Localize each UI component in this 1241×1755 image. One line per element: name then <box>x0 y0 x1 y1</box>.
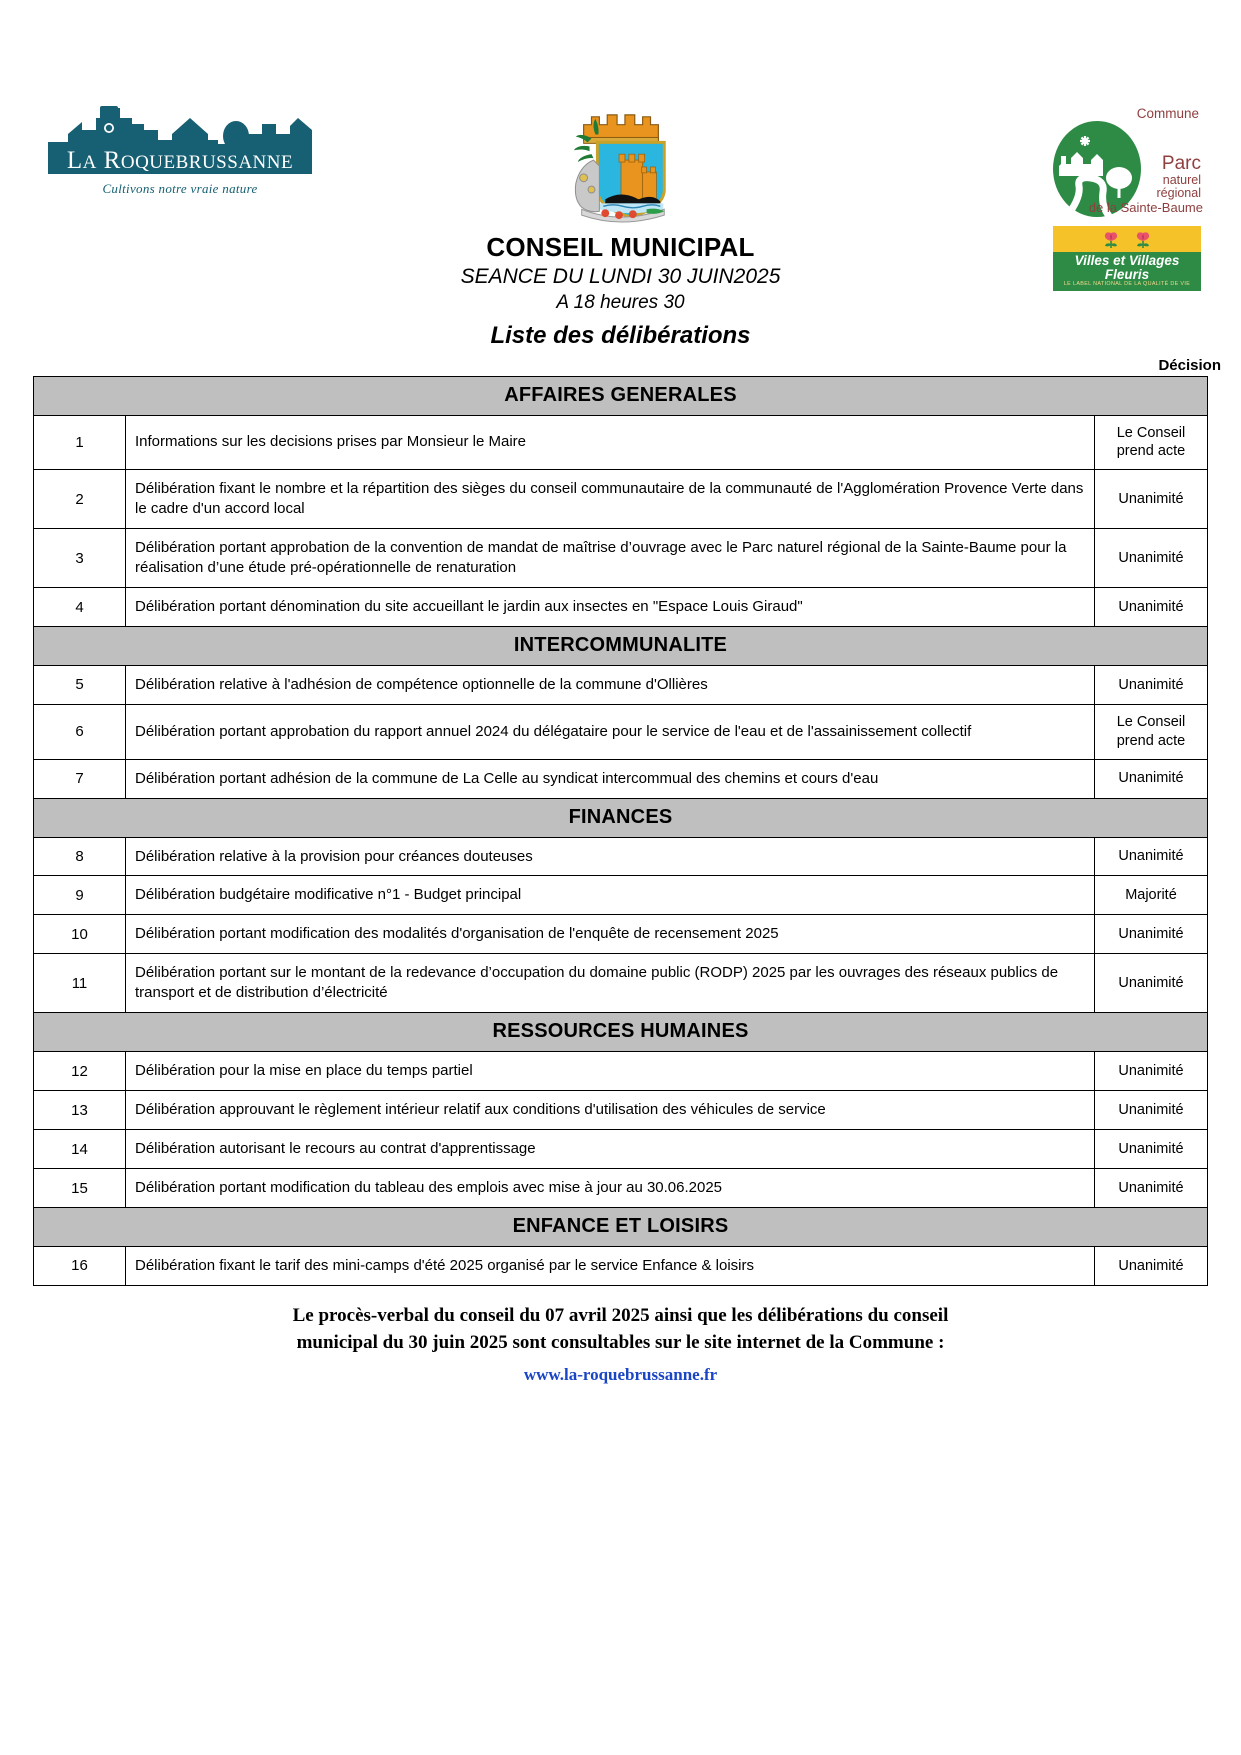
footer-line-1: Le procès-verbal du conseil du 07 avril 2025 ainsi que les délibérations du conseil <box>292 1304 949 1326</box>
deliberations-table <box>33 376 1208 1286</box>
deliberation-number: 8 <box>34 837 126 876</box>
list-subtitle: Liste des délibérations <box>490 321 751 349</box>
table-row <box>34 1052 1208 1091</box>
deliberation-object: Délibération autorisant le recours au contrat d'apprentissage <box>126 1130 1095 1169</box>
deliberation-decision: Unanimité <box>1094 1130 1207 1169</box>
pnr-naturel-label: naturel <box>1162 173 1201 187</box>
deliberation-object: Délibération pour la mise en place du temps partiel <box>126 1052 1095 1091</box>
deliberation-decision: Majorité <box>1094 876 1207 915</box>
table-row <box>34 1169 1208 1208</box>
deliberation-number: 13 <box>34 1091 126 1130</box>
decision-column-header: Décision <box>1158 356 1221 374</box>
deliberation-decision: Unanimité <box>1094 915 1207 954</box>
deliberation-object: Délibération portant modification des modalités d'organisation de l'enquête de recensement 2025 <box>126 915 1095 954</box>
table-section-row <box>34 1013 1208 1052</box>
pnr-regional-label: régional <box>1156 186 1201 200</box>
table-row <box>34 1130 1208 1169</box>
deliberation-object: Délibération portant modification du tableau des emplois avec mise à jour au 30.06.2025 <box>126 1169 1095 1208</box>
section-title: AFFAIRES GENERALES <box>34 376 1208 415</box>
table-row <box>34 1091 1208 1130</box>
deliberation-number: 10 <box>34 915 126 954</box>
table-row <box>34 704 1208 759</box>
deliberations-table-wrapper <box>0 376 1241 1286</box>
deliberation-object: Délibération portant dénomination du site accueillant le jardin aux insectes en "Espace Louis Giraud" <box>126 588 1095 627</box>
section-title: RESSOURCES HUMAINES <box>34 1013 1208 1052</box>
table-row <box>34 529 1208 588</box>
deliberation-object: Délibération approuvant le règlement intérieur relatif aux conditions d'utilisation des véhicules de service <box>126 1091 1095 1130</box>
table-row <box>34 759 1208 798</box>
logo-tagline: Cultivons notre vraie nature <box>102 181 258 196</box>
section-title: FINANCES <box>34 798 1208 837</box>
deliberation-decision: Unanimité <box>1094 665 1207 704</box>
deliberation-object: Délibération portant sur le montant de la redevance d’occupation du domaine public (RODP) 2025 par les ouvrages des réseaux publics de transport et de distribution d’électricité <box>126 954 1095 1013</box>
deliberation-number: 2 <box>34 470 126 529</box>
fleuris-title: Villes et Villages Fleuris <box>1074 253 1180 283</box>
deliberation-decision: Unanimité <box>1094 837 1207 876</box>
deliberation-object: Délibération budgétaire modificative n°1 - Budget principal <box>126 876 1095 915</box>
page-title: CONSEIL MUNICIPAL <box>486 232 755 262</box>
fleuris-subtitle: LE LABEL NATIONAL DE LA QUALITÉ DE VIE <box>1063 281 1191 288</box>
deliberation-number: 7 <box>34 759 126 798</box>
table-row <box>34 876 1208 915</box>
deliberation-object: Délibération relative à l'adhésion de compétence optionnelle de la commune d'Ollières <box>126 665 1095 704</box>
deliberation-object: Informations sur les decisions prises par Monsieur le Maire <box>126 415 1095 470</box>
pnr-commune-label: Commune <box>1136 106 1199 121</box>
pnr-parc-label: Parc <box>1161 153 1201 174</box>
table-row <box>34 837 1208 876</box>
table-row <box>34 415 1208 470</box>
deliberation-decision: Le Conseil prend acte <box>1094 704 1207 759</box>
table-section-row <box>34 626 1208 665</box>
deliberation-decision: Unanimité <box>1094 588 1207 627</box>
flower-icon <box>1101 229 1121 249</box>
deliberation-decision: Unanimité <box>1094 1052 1207 1091</box>
deliberation-number: 1 <box>34 415 126 470</box>
deliberation-object: Délibération fixant le tarif des mini-camps d'été 2025 organisé par le service Enfance & loisirs <box>126 1246 1095 1285</box>
deliberation-object: Délibération relative à la provision pour créances douteuses <box>126 837 1095 876</box>
partner-logos <box>1033 104 1203 291</box>
village-skyline-icon <box>40 100 320 180</box>
deliberation-number: 9 <box>34 876 126 915</box>
deliberation-number: 3 <box>34 529 126 588</box>
fleuris-flower-band <box>1053 226 1201 252</box>
session-time: A 18 heures 30 <box>556 291 685 313</box>
deliberation-decision: Unanimité <box>1094 1169 1207 1208</box>
deliberation-number: 4 <box>34 588 126 627</box>
table-row <box>34 915 1208 954</box>
document-footer <box>0 1303 1241 1385</box>
footer-line-2: municipal du 30 juin 2025 sont consultables sur le site internet de la Commune : <box>296 1331 945 1353</box>
la-roquebrussanne-logo <box>40 100 320 197</box>
table-row <box>34 665 1208 704</box>
deliberation-number: 11 <box>34 954 126 1013</box>
deliberation-decision: Unanimité <box>1094 529 1207 588</box>
deliberation-object: Délibération fixant le nombre et la répartition des sièges du conseil communautaire de la communauté de l'Agglomération Provence Verte dans le cadre d'un accord local <box>126 470 1095 529</box>
table-section-row <box>34 376 1208 415</box>
deliberation-number: 12 <box>34 1052 126 1091</box>
deliberation-number: 15 <box>34 1169 126 1208</box>
table-row <box>34 470 1208 529</box>
section-title: INTERCOMMUNALITE <box>34 626 1208 665</box>
table-row <box>34 588 1208 627</box>
deliberation-decision: Unanimité <box>1094 1091 1207 1130</box>
deliberation-decision: Unanimité <box>1094 470 1207 529</box>
deliberation-decision: Unanimité <box>1094 1246 1207 1285</box>
deliberation-number: 6 <box>34 704 126 759</box>
pnr-sainte-baume-label: de la Sainte-Baume <box>1088 200 1203 215</box>
fleuris-title-band <box>1053 252 1201 291</box>
deliberation-decision: Unanimité <box>1094 759 1207 798</box>
table-section-row <box>34 1207 1208 1246</box>
parc-naturel-regional-logo <box>1033 104 1203 222</box>
logo-wordmark: LA ROQUEBRUSSANNE <box>66 147 294 174</box>
section-title: ENFANCE ET LOISIRS <box>34 1207 1208 1246</box>
deliberation-object: Délibération portant adhésion de la commune de La Celle au syndicat intercommual des chemins et cours d'eau <box>126 759 1095 798</box>
deliberation-decision: Le Conseil prend acte <box>1094 415 1207 470</box>
flower-icon <box>1133 229 1153 249</box>
deliberation-number: 14 <box>34 1130 126 1169</box>
deliberation-decision: Unanimité <box>1094 954 1207 1013</box>
deliberation-number: 5 <box>34 665 126 704</box>
table-section-row <box>34 798 1208 837</box>
deliberation-object: Délibération portant approbation du rapport annuel 2024 du délégataire pour le service de l'eau et de l'assainissement collectif <box>126 704 1095 759</box>
municipal-coat-of-arms-icon <box>562 105 680 225</box>
table-row <box>34 1246 1208 1285</box>
villes-villages-fleuris-logo <box>1053 226 1201 291</box>
session-date: SEANCE DU LUNDI 30 JUIN2025 <box>460 264 781 288</box>
commune-website-link[interactable]: www.la-roquebrussanne.fr <box>523 1365 718 1385</box>
deliberation-object: Délibération portant approbation de la convention de mandat de maîtrise d’ouvrage avec le Parc naturel régional de la Sainte-Baume pour la réalisation d’une étude pré-opérationnelle de renaturation <box>126 529 1095 588</box>
table-row <box>34 954 1208 1013</box>
deliberation-number: 16 <box>34 1246 126 1285</box>
